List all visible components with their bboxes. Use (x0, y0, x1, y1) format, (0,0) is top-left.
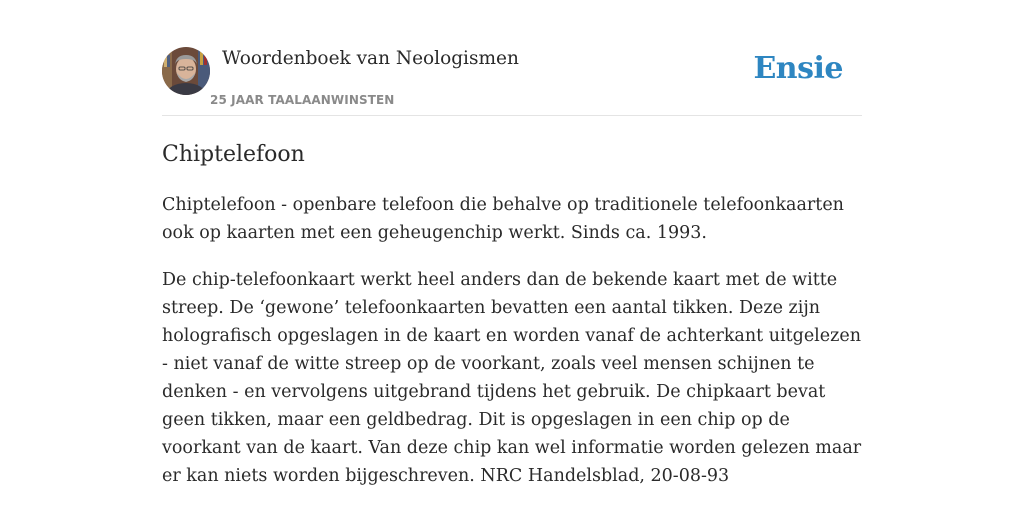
ensie-logo-link[interactable]: Ensie (753, 51, 843, 86)
author-avatar[interactable] (162, 47, 210, 95)
source-title-link[interactable]: Woordenboek van Neologismen (222, 48, 519, 69)
entry-quote: De chip-telefoonkaart werkt heel anders dan de bekende kaart met de witte streep. De ‘gewone’ telefoonkaarten bevatten een aantal tikken. Deze zijn holografisch opgeslagen in de kaart en worden vanaf de achterkant uitgelezen - niet vanaf de witte streep op de voorkant, zoals veel mensen schijnen te denken - en vervolgens uitgebrand tijdens het gebruik. De chipkaart bevat geen tikken, maar een geldbedrag. Dit is opgeslagen in een chip op de voorkant van de kaart. Van deze chip kan wel informatie worden gelezen maar er kan niets worden bijgeschreven. NRC Handelsblad, 20-08-93 (162, 270, 862, 486)
entry-content (162, 140, 866, 509)
source-subtitle: 25 JAAR TAALAANWINSTEN (210, 93, 395, 107)
entry-definition: Chiptelefoon - openbare telefoon die behalve op traditionele telefoonkaarten ook op kaarten met een geheugenchip werkt. Sinds ca. 1993. (162, 195, 844, 243)
page-header (162, 46, 862, 116)
entry-title: Chiptelefoon (162, 142, 305, 167)
portrait-icon (162, 47, 210, 95)
